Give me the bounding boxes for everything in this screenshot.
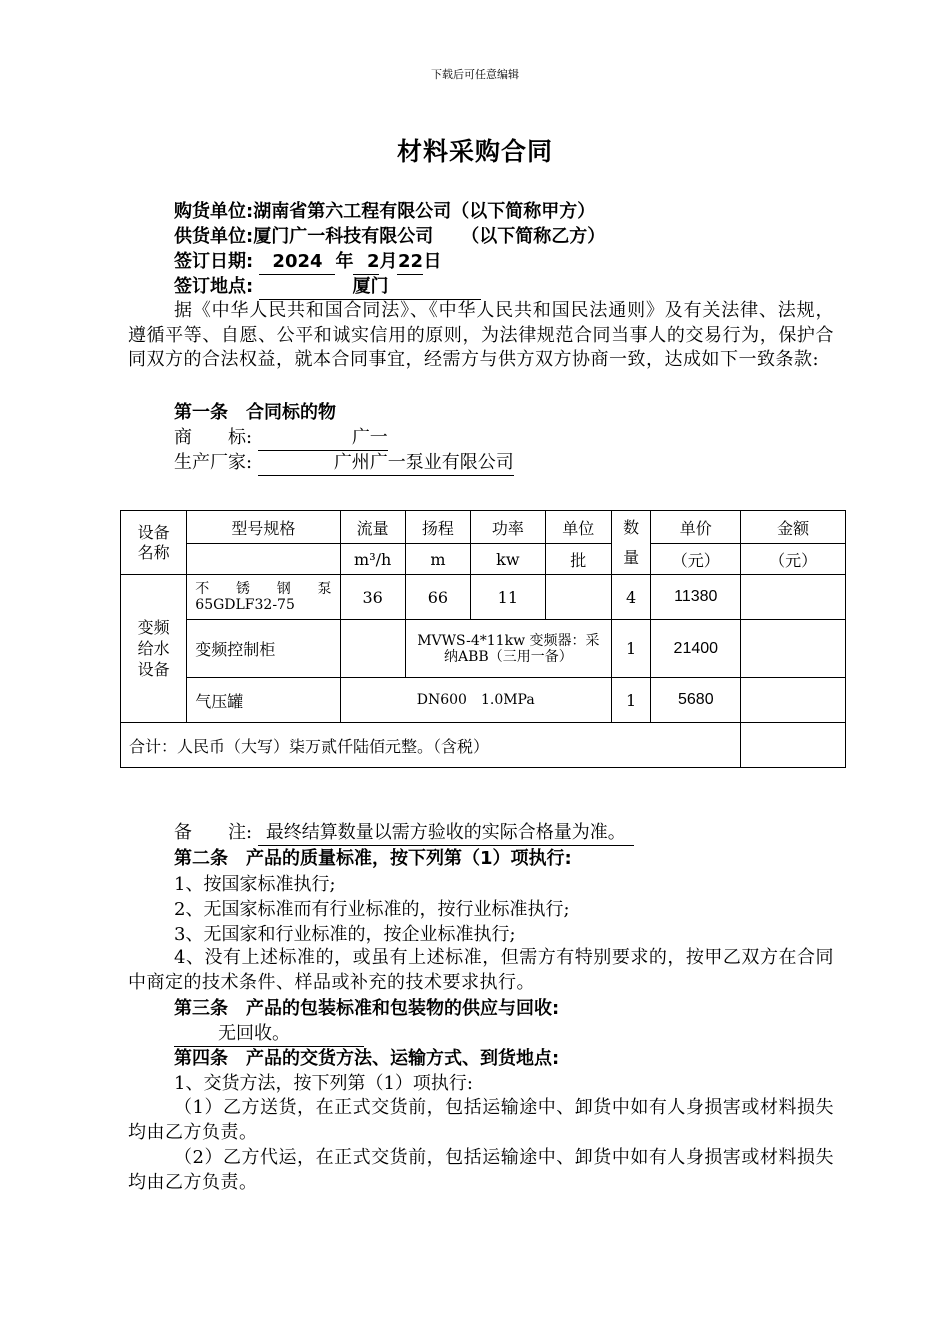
article4-item1: 1、交货方法，按下列第（1）项执行:: [174, 1073, 473, 1094]
table-row: [121, 620, 846, 678]
header-flow: 流量: [340, 511, 405, 544]
row1-amount: [741, 575, 846, 620]
article4-heading: 第四条 产品的交货方法、运输方式、到货地点:: [174, 1048, 560, 1069]
brand-line: [128, 425, 880, 451]
table-header-row: [121, 511, 846, 544]
maker-line: [128, 450, 880, 476]
article3-text-line: [128, 1021, 880, 1047]
article2-heading: 第二条 产品的质量标准，按下列第（1）项执行:: [174, 848, 572, 869]
header-price: 单价: [651, 511, 741, 544]
unit-flow: m³/h: [340, 544, 405, 575]
table-unit-row: [121, 544, 846, 575]
article1-heading: 第一条 合同标的物: [174, 402, 336, 423]
buyer-label: 购货单位:: [174, 201, 254, 222]
header-unit: 单位: [545, 511, 611, 544]
row1-flow: 36: [340, 575, 405, 620]
remark-text: 最终结算数量以需方验收的实际合格量为准。: [258, 820, 634, 846]
equipment-table: [120, 510, 846, 768]
row3-price: 5680: [651, 678, 741, 723]
year-suffix: 年: [335, 251, 354, 272]
date-month: 2: [353, 249, 379, 275]
day-suffix: 日: [423, 251, 442, 272]
place-line: [128, 274, 880, 300]
row3-amount: [741, 678, 846, 723]
table-row: [121, 678, 846, 723]
row2-spec: MVWS-4*11kw 变频器：采纳ABB（三用一备）: [405, 620, 611, 678]
maker-label: 生产厂家:: [174, 452, 253, 473]
row2-flow: [340, 620, 405, 678]
supplier-line: [128, 224, 880, 249]
date-year: 2024: [259, 249, 335, 275]
unit-unit: 批: [545, 544, 611, 575]
header-note: 下载后可任意编辑: [431, 68, 519, 81]
row1-model: 不锈钢泵 65GDLF32-75: [187, 575, 340, 620]
table-total-row: [121, 723, 846, 768]
supplier-name: 厦门广一科技有限公司: [253, 226, 434, 247]
buyer-name: 湖南省第六工程有限公司（以下简称甲方）: [253, 201, 596, 222]
article2-item4: 4、没有上述标准的，或虽有上述标准，但需方有特别要求的，按甲乙双方在合同中商定的技术条件、样品或补充的技术要求执行。: [128, 947, 834, 993]
date-line: [128, 249, 880, 275]
remark-line: [128, 820, 880, 846]
article4-option1: （1）乙方送货，在正式交货前，包括运输途中、卸货中如有人身损害或材料损失均由乙方负责。: [128, 1097, 834, 1143]
date-day: 22: [397, 249, 423, 275]
header-device-name: 设备名称: [121, 511, 187, 575]
row2-model: 变频控制柜: [187, 620, 340, 678]
header-amount: 金额: [741, 511, 846, 544]
row2-qty: 1: [611, 620, 650, 678]
row2-amount: [741, 620, 846, 678]
article2-item2: 2、无国家标准而有行业标准的，按行业标准执行;: [174, 899, 570, 920]
row1-power: 11: [471, 575, 546, 620]
table-row: [121, 575, 846, 620]
supplier-label: 供货单位:: [174, 226, 254, 247]
remark-label: 备 注:: [174, 822, 253, 843]
brand-value: 广一: [258, 425, 388, 451]
place-value: 厦门: [259, 274, 481, 300]
row3-qty: 1: [611, 678, 650, 723]
row3-spec: DN600 1.0MPa: [340, 678, 611, 723]
unit-amount: （元）: [741, 544, 846, 575]
article2-item1: 1、按国家标准执行;: [174, 874, 336, 895]
month-suffix: 月: [379, 251, 398, 272]
group-name: 变频给水设备: [121, 575, 187, 723]
header-head: 扬程: [405, 511, 470, 544]
header-power: 功率: [471, 511, 546, 544]
total-text: 合计：人民币（大写）柒万贰仟陆佰元整。（含税）: [121, 723, 741, 768]
header-qty: 数量: [611, 511, 650, 575]
article2-item3: 3、无国家和行业标准的，按企业标准执行;: [174, 924, 516, 945]
unit-head: m: [405, 544, 470, 575]
row1-head: 66: [405, 575, 470, 620]
date-label: 签订日期:: [174, 251, 254, 272]
row1-price: 11380: [651, 575, 741, 620]
buyer-line: [128, 199, 880, 224]
header-model: 型号规格: [187, 511, 340, 544]
article3-heading: 第三条 产品的包装标准和包装物的供应与回收:: [174, 998, 560, 1019]
document-title: 材料采购合同: [396, 137, 553, 166]
row1-unit: [545, 575, 611, 620]
supplier-note: （以下简称乙方）: [461, 226, 606, 247]
brand-label: 商 标:: [174, 427, 253, 448]
unit-model-empty: [187, 544, 340, 575]
place-label: 签订地点:: [174, 276, 254, 297]
unit-power: kw: [471, 544, 546, 575]
article4-option2: （2）乙方代运，在正式交货前，包括运输途中、卸货中如有人身损害或材料损失均由乙方负责。: [128, 1147, 834, 1193]
maker-value: 广州广一泵业有限公司: [258, 450, 514, 476]
intro-paragraph: 据《中华人民共和国合同法》、《中华人民共和国民法通则》及有关法律、法规，遵循平等、自愿、公平和诚实信用的原则，为法律规范合同当事人的交易行为，保护合同双方的合法权益，就本合同事宜，经需方与供方双方协商一致，达成如下一致条款:: [128, 300, 834, 370]
row2-price: 21400: [651, 620, 741, 678]
article3-text: 无回收。: [174, 1021, 364, 1047]
unit-price: （元）: [651, 544, 741, 575]
row1-qty: 4: [611, 575, 650, 620]
row3-model: 气压罐: [187, 678, 340, 723]
total-amount: [741, 723, 846, 768]
